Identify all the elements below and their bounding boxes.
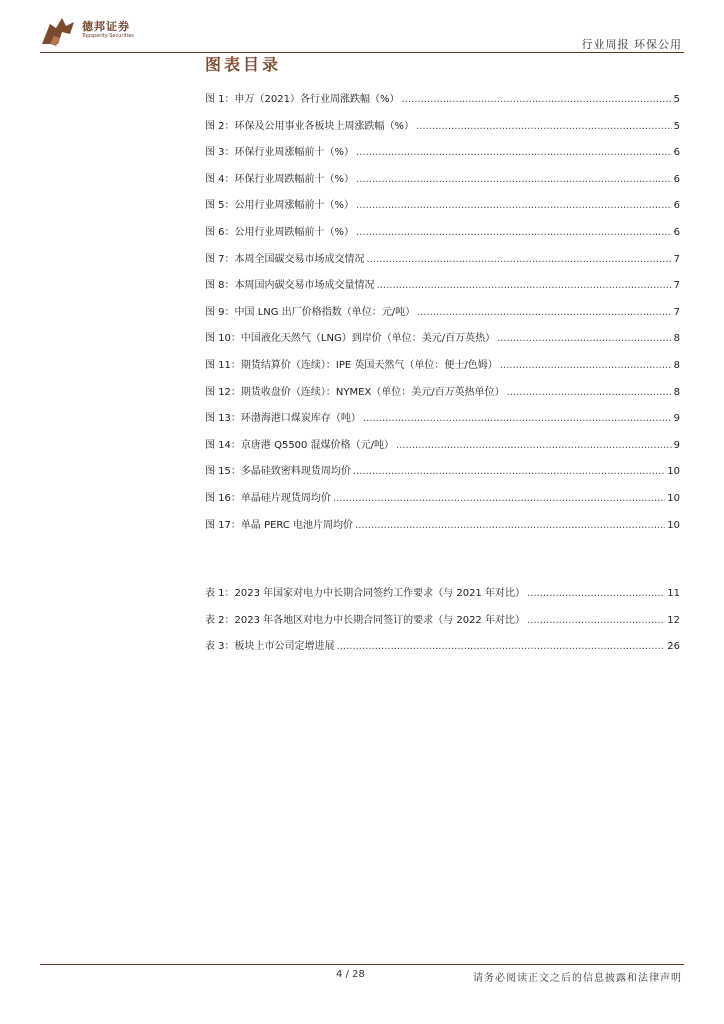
table-toc-entry[interactable]	[205, 639, 680, 655]
page-number: 4 / 28	[336, 969, 365, 980]
page-header	[40, 14, 684, 52]
toc-leader-dots	[507, 385, 672, 401]
company-logo-icon	[40, 14, 76, 48]
toc-entry-label: 图 8：本周国内碳交易市场成交量情况	[205, 280, 375, 292]
toc-entry-label: 图 2：环保及公用事业各板块上周涨跌幅（%）	[205, 120, 415, 132]
report-category: 行业周报 环保公用	[581, 38, 682, 51]
toc-leader-dots	[356, 225, 672, 241]
toc-entry-label: 表 2：2023 年各地区对电力中长期合同签订的要求（与 2022 年对比）	[205, 614, 525, 626]
toc-leader-dots	[500, 358, 672, 374]
toc-entry-label: 表 3：板块上市公司定增进展	[205, 641, 335, 653]
toc-leader-dots	[497, 331, 672, 347]
toc-entry-label: 图 7：本周全国碳交易市场成交情况	[205, 253, 365, 265]
toc-entry-page: 12	[667, 614, 680, 626]
toc-entry-page: 26	[667, 641, 680, 653]
toc-entry-page: 8	[673, 386, 680, 398]
figure-toc-entry[interactable]	[205, 385, 680, 401]
figure-toc-entry[interactable]	[205, 92, 680, 108]
figure-toc-entry[interactable]	[205, 172, 680, 188]
toc-leader-dots	[417, 305, 672, 321]
toc-entry-page: 10	[667, 466, 680, 478]
figure-toc-entry[interactable]	[205, 464, 680, 480]
toc-leader-dots	[353, 464, 665, 480]
toc-entry-page: 9	[673, 413, 680, 425]
toc-entry-label: 图 10：中国液化天然气（LNG）到岸价（单位：美元/百万英热）	[205, 333, 496, 345]
figure-toc-entry[interactable]	[205, 145, 680, 161]
page-title: 图表目录	[205, 55, 282, 74]
toc-leader-dots	[402, 92, 672, 108]
toc-entry-page: 6	[673, 227, 680, 238]
toc-entry-page: 7	[673, 306, 680, 318]
toc-entry-page: 10	[667, 493, 680, 504]
figure-toc-entry[interactable]	[205, 119, 680, 135]
toc-entry-label: 图 6：公用行业周跌幅前十（%）	[205, 227, 355, 238]
logo-text-cn: 德邦证券	[82, 20, 130, 33]
toc-entry-label: 图 15：多晶硅致密料现货周均价	[205, 466, 351, 478]
toc-leader-dots	[356, 172, 672, 188]
toc-entry-label: 图 16：单晶硅片现货周均价	[205, 493, 331, 504]
toc-leader-dots	[527, 613, 665, 629]
figure-toc-entry[interactable]	[205, 225, 680, 241]
toc-entry-page: 9	[673, 439, 680, 451]
disclaimer-note: 请务必阅读正文之后的信息披露和法律声明	[473, 973, 682, 984]
toc-leader-dots	[355, 518, 665, 534]
figure-toc-entry[interactable]	[205, 438, 680, 454]
toc-entry-page: 8	[673, 360, 680, 371]
toc-entry-label: 图 9：中国 LNG 出厂价格指数（单位：元/吨）	[205, 306, 416, 318]
toc-entry-label: 图 11：期货结算价（连续）：IPE 英国天然气（单位：便士/色姆）	[205, 360, 498, 371]
toc-entry-label: 图 5：公用行业周涨幅前十（%）	[205, 200, 355, 212]
toc-entry-page: 6	[673, 147, 680, 159]
table-toc-entry[interactable]	[205, 586, 680, 602]
toc-entry-label: 图 3：环保行业周涨幅前十（%）	[205, 147, 355, 159]
toc-entry-label: 图 17：单晶 PERC 电池片周均价	[205, 519, 354, 531]
figure-toc-entry[interactable]	[205, 198, 680, 214]
table-toc-entry[interactable]	[205, 613, 680, 629]
toc-leader-dots	[333, 491, 665, 507]
toc-entry-page: 6	[673, 173, 680, 185]
toc-entry-page: 10	[667, 519, 680, 531]
toc-leader-dots	[527, 586, 665, 602]
toc-entry-label: 表 1：2023 年国家对电力中长期合同签约工作要求（与 2021 年对比）	[205, 588, 525, 599]
figure-toc-entry[interactable]	[205, 411, 680, 427]
figure-toc-entry[interactable]	[205, 305, 680, 321]
figure-toc-entry[interactable]	[205, 491, 680, 507]
figure-toc-entry[interactable]	[205, 278, 680, 294]
toc-leader-dots	[337, 639, 666, 655]
toc-leader-dots	[396, 438, 672, 454]
toc-leader-dots	[363, 411, 672, 427]
toc-entry-label: 图 14：京唐港 Q5500 混煤价格（元/吨）	[205, 439, 394, 451]
figure-toc-entry[interactable]	[205, 518, 680, 534]
toc-entry-page: 7	[673, 280, 680, 292]
toc-leader-dots	[356, 145, 672, 161]
toc-entry-page: 5	[673, 94, 680, 105]
figure-toc-entry[interactable]	[205, 358, 680, 374]
figure-toc-entry[interactable]	[205, 252, 680, 268]
toc-leader-dots	[367, 252, 672, 268]
toc-entry-page: 6	[673, 200, 680, 212]
toc-entry-page: 7	[673, 253, 680, 265]
toc-leader-dots	[377, 278, 672, 294]
toc-entry-page: 5	[673, 120, 680, 132]
toc-entry-label: 图 13：环渤海港口煤炭库存（吨）	[205, 413, 361, 425]
toc-entry-page: 8	[673, 333, 680, 345]
toc-leader-dots	[416, 119, 672, 135]
toc-entry-page: 11	[667, 588, 680, 599]
toc-entry-label: 图 12：期货收盘价（连续）：NYMEX（单位：美元/百万英热单位）	[205, 386, 505, 398]
toc-leader-dots	[356, 198, 672, 214]
toc-entry-label: 图 4：环保行业周跌幅前十（%）	[205, 173, 355, 185]
header-divider	[40, 52, 684, 53]
logo-text-en: Topsperity Securities	[82, 33, 134, 39]
toc-entry-label: 图 1：申万（2021）各行业周涨跌幅（%）	[205, 94, 400, 105]
figure-toc-entry[interactable]	[205, 331, 680, 347]
footer-divider	[40, 964, 684, 965]
